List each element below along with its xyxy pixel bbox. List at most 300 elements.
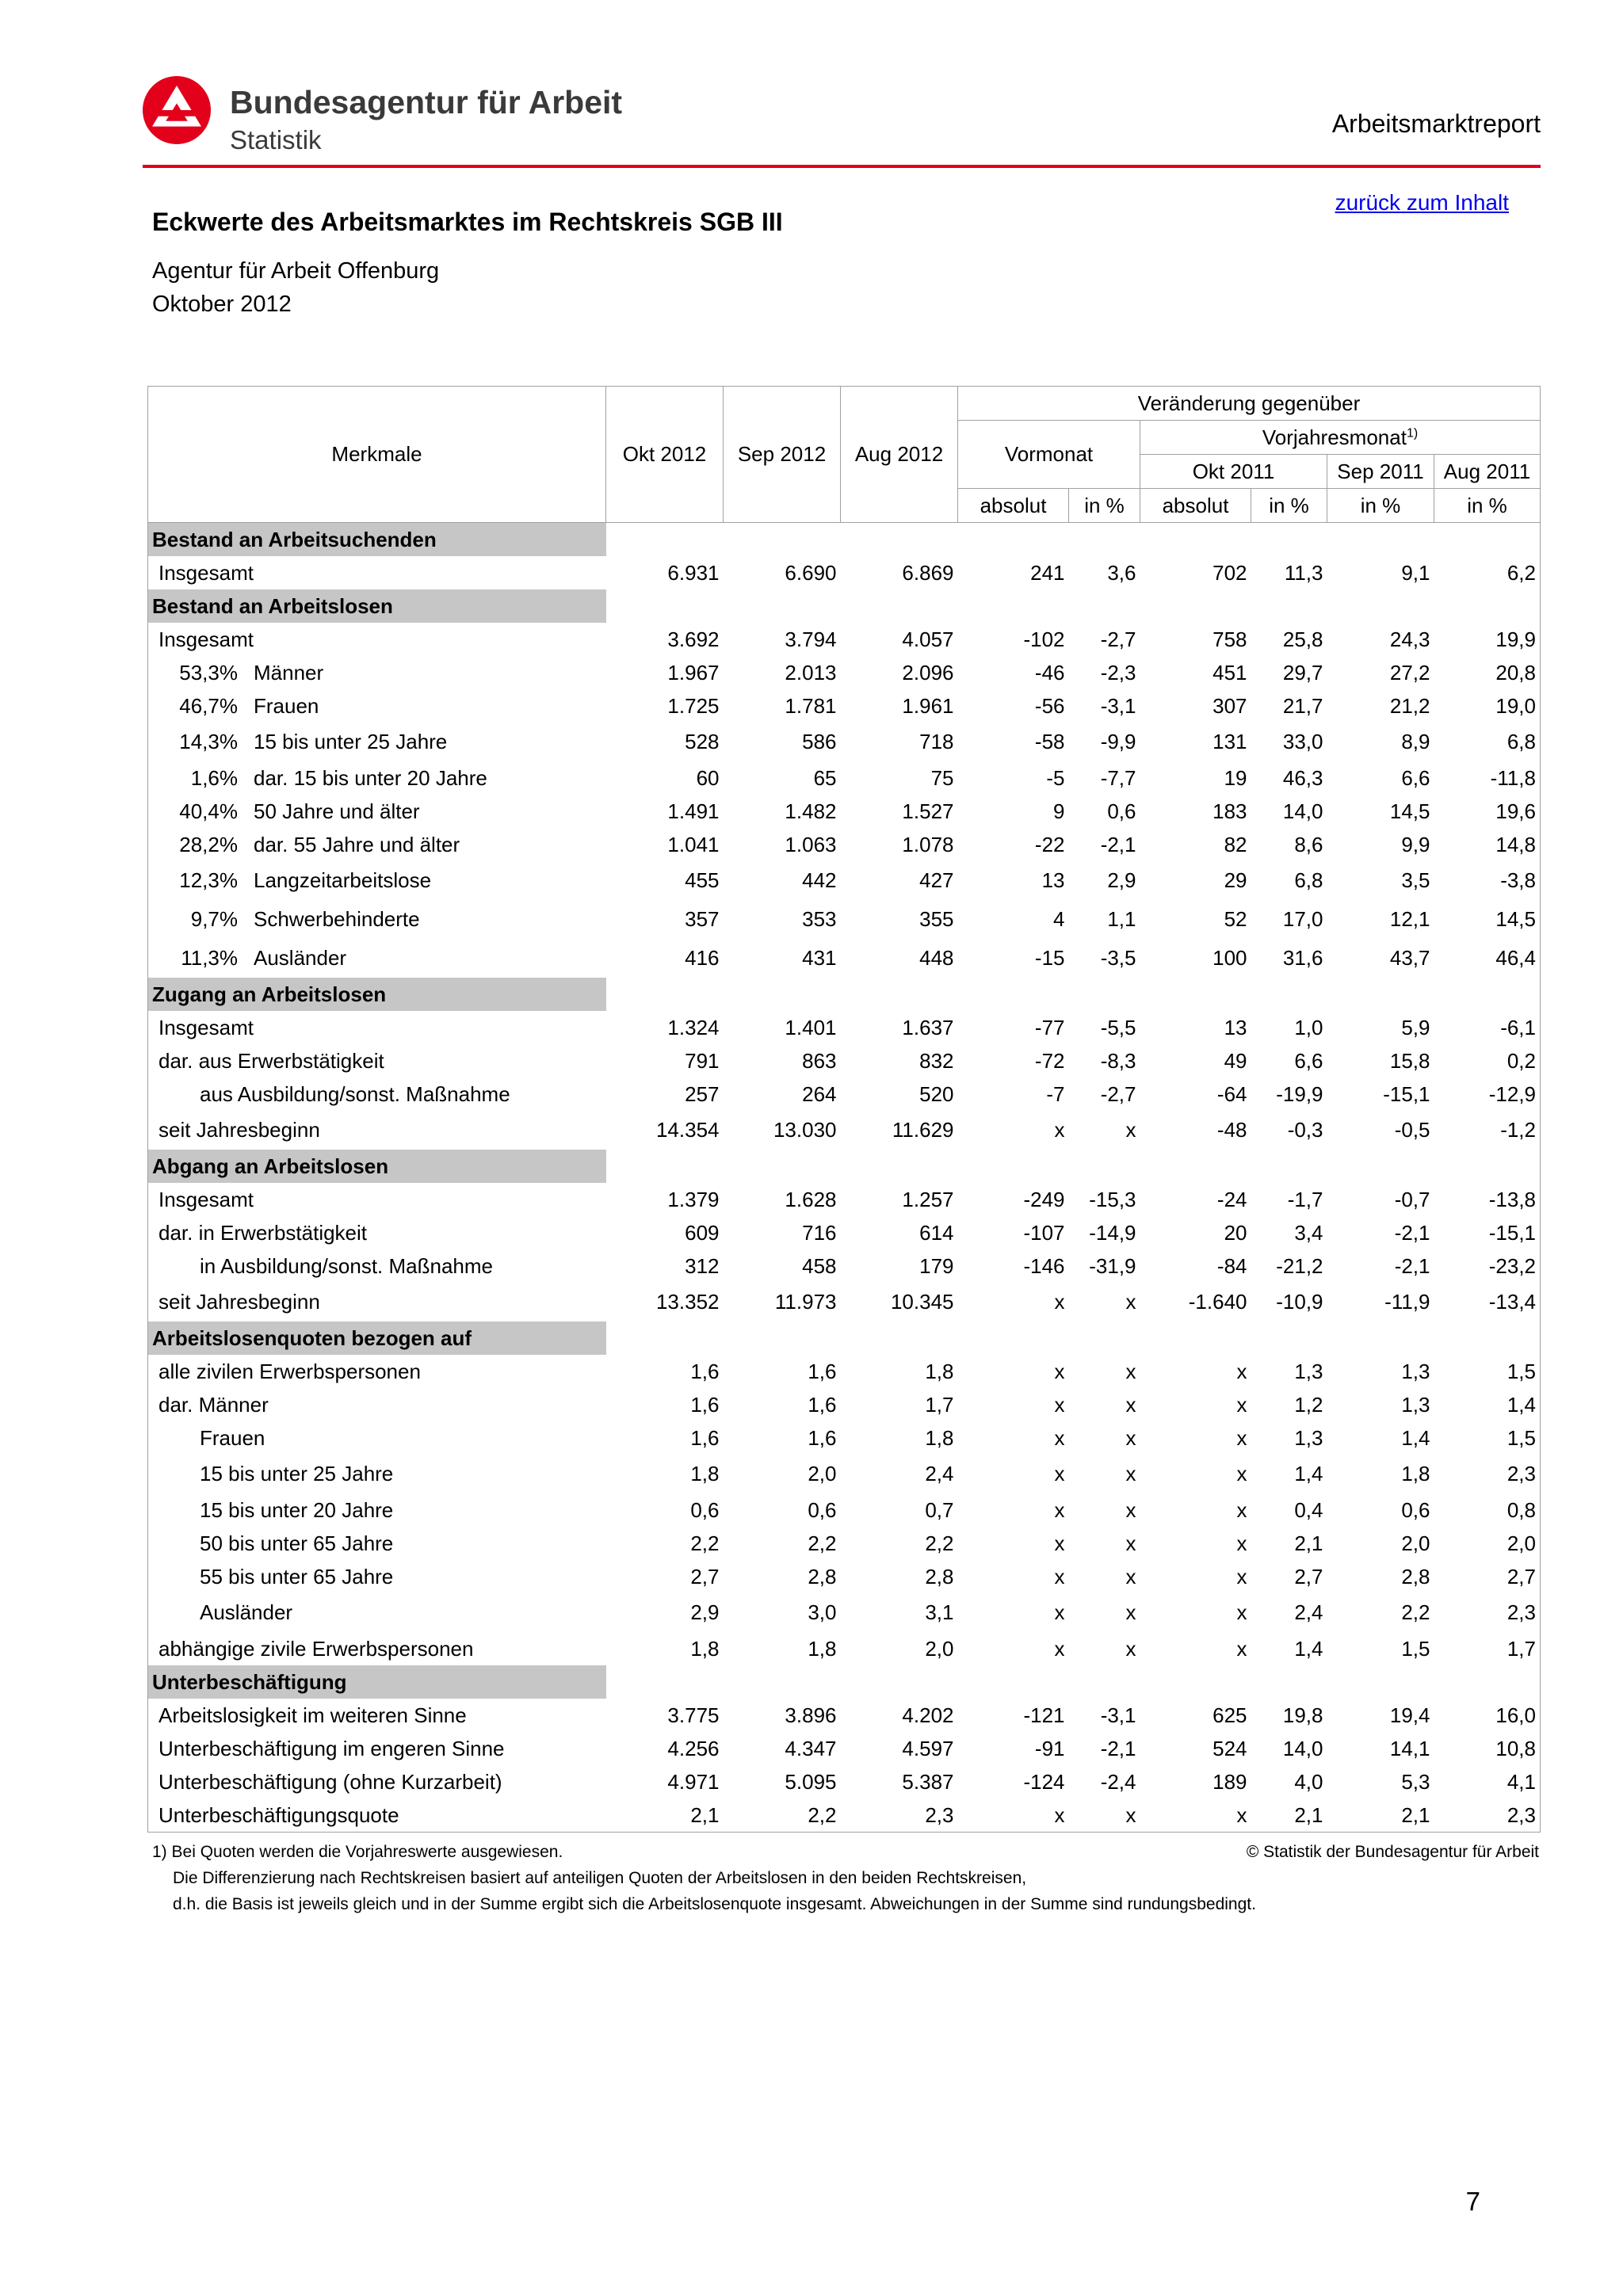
row-value: x: [1125, 1497, 1136, 1522]
row-value: 15,8: [1389, 1048, 1430, 1073]
row-label-text: Frauen: [200, 1425, 265, 1450]
header-okt2011-pct: in %: [1251, 489, 1327, 523]
row-value: x: [1236, 1359, 1247, 1383]
table-row: [148, 1283, 1541, 1322]
row-value: 1.491: [667, 799, 720, 823]
row-value: 1,3: [1294, 1425, 1323, 1450]
table-row: [148, 723, 1541, 761]
row-value: 1,3: [1401, 1392, 1430, 1417]
row-value: 6.690: [785, 560, 837, 585]
row-value: x: [1125, 1462, 1136, 1486]
row-value: 355: [919, 907, 954, 931]
section-fill: [606, 1322, 1541, 1355]
table-row: [148, 1732, 1541, 1765]
row-label: [148, 556, 606, 589]
row-value: 8,6: [1294, 832, 1323, 856]
row-value: 353: [802, 907, 837, 931]
row-label-text: 15 bis unter 25 Jahre: [200, 1462, 394, 1486]
row-value: 2,4: [1294, 1600, 1323, 1624]
row-value: -9,9: [1100, 730, 1136, 753]
row-value: 307: [1212, 693, 1247, 718]
row-value: 2,4: [925, 1462, 954, 1486]
row-label-text: Langzeitarbeitslose: [254, 868, 432, 892]
table-row: [148, 861, 1541, 900]
row-value: 14,8: [1434, 828, 1541, 861]
row-label-text: Insgesamt: [158, 560, 254, 585]
row-value: 6.931: [667, 560, 720, 585]
row-value: 5,3: [1401, 1769, 1430, 1794]
row-value: 14,0: [1282, 799, 1323, 823]
section-title: Bestand an Arbeitslosen: [148, 589, 606, 623]
row-value: 0,6: [690, 1497, 720, 1522]
row-value: 416: [685, 946, 720, 970]
row-value: -15: [1034, 946, 1065, 970]
section-row: [148, 1665, 1541, 1699]
table-row: [148, 1632, 1541, 1665]
row-value: 431: [802, 946, 837, 970]
row-value: 6,6: [1401, 765, 1430, 790]
row-value: x: [1236, 1600, 1247, 1624]
table-row: [148, 900, 1541, 939]
row-value: 4.256: [667, 1736, 720, 1760]
row-value: 1,1: [1107, 907, 1136, 931]
row-value: -48: [1216, 1118, 1247, 1142]
row-label-text: in Ausbildung/sonst. Maßnahme: [200, 1253, 493, 1278]
table-row: [148, 795, 1541, 828]
row-label-text: seit Jahresbeginn: [158, 1118, 320, 1142]
row-value: 2,3: [1434, 1593, 1541, 1632]
table-row: [148, 1421, 1541, 1455]
row-value: x: [1054, 1531, 1065, 1555]
row-label-text: abhängige zivile Erwerbspersonen: [158, 1636, 474, 1661]
row-value: -24: [1216, 1187, 1247, 1211]
row-value: 5.387: [902, 1769, 954, 1794]
row-value: -6,1: [1434, 1011, 1541, 1044]
row-value: 13.030: [773, 1118, 837, 1142]
row-value: 10,8: [1434, 1732, 1541, 1765]
row-value: 1.379: [667, 1187, 720, 1211]
row-value: -7: [1046, 1081, 1065, 1106]
row-value: 1.967: [667, 660, 720, 685]
row-value: 1.324: [667, 1015, 720, 1039]
row-value: 2.096: [902, 660, 954, 685]
header-vormonat: Vormonat: [958, 421, 1140, 489]
row-value: 82: [1224, 832, 1247, 856]
row-value: 1.725: [667, 693, 720, 718]
section-row: [148, 1322, 1541, 1355]
row-value: 13.352: [655, 1290, 720, 1314]
row-value: 19,6: [1434, 795, 1541, 828]
row-value: 1,4: [1401, 1425, 1430, 1450]
row-value: 586: [802, 730, 837, 753]
row-value: 1,6: [808, 1425, 837, 1450]
row-value: -46: [1034, 660, 1065, 685]
row-value: x: [1054, 1497, 1065, 1522]
row-value: 19,4: [1389, 1703, 1430, 1727]
row-value: x: [1125, 1600, 1136, 1624]
row-value: x: [1054, 1392, 1065, 1417]
table-row: [148, 1455, 1541, 1493]
row-value: -8,3: [1100, 1048, 1136, 1073]
row-label: [148, 1355, 606, 1388]
row-label-text: 50 Jahre und älter: [254, 799, 420, 823]
row-value: 14.354: [655, 1118, 720, 1142]
row-label-text: aus Ausbildung/sonst. Maßnahme: [200, 1081, 510, 1106]
row-value: 21,7: [1282, 693, 1323, 718]
row-value: 2,2: [808, 1531, 837, 1555]
row-value: x: [1054, 1290, 1065, 1314]
ba-logo-icon: [143, 76, 211, 144]
header-aug-2012: Aug 2012: [841, 387, 958, 523]
row-value: -3,1: [1100, 693, 1136, 718]
row-value: 19,9: [1434, 623, 1541, 656]
row-value: x: [1140, 1798, 1251, 1833]
header-sep2011-pct: in %: [1327, 489, 1434, 523]
row-value: 9: [1053, 799, 1065, 823]
row-label: [148, 1765, 606, 1798]
row-value: 1,6: [808, 1392, 837, 1417]
section-fill: [606, 523, 1541, 557]
row-value: -0,3: [1287, 1118, 1323, 1142]
row-value: 9,9: [1401, 832, 1430, 856]
row-label: [148, 795, 606, 828]
row-value: 1,2: [1294, 1392, 1323, 1417]
table-row: [148, 1765, 1541, 1798]
row-value: 3,6: [1107, 560, 1136, 585]
section-title: Bestand an Arbeitsuchenden: [148, 523, 606, 557]
row-value: -31,9: [1089, 1253, 1136, 1278]
row-share: 1,6%: [190, 765, 238, 790]
row-value: 20: [1224, 1220, 1247, 1245]
row-value: 1,7: [925, 1392, 954, 1417]
row-value: -1,7: [1287, 1187, 1323, 1211]
row-value: 1.628: [785, 1187, 837, 1211]
row-value: 2,2: [724, 1798, 841, 1833]
row-label-text: dar. in Erwerbstätigkeit: [158, 1220, 368, 1245]
row-value: 458: [802, 1253, 837, 1278]
row-value: 6,8: [1294, 868, 1323, 892]
row-label-text: 15 bis unter 20 Jahre: [200, 1497, 394, 1522]
header-okt2011-absolut: absolut: [1140, 489, 1251, 523]
row-value: 2,8: [925, 1564, 954, 1589]
row-value: 0,6: [808, 1497, 837, 1522]
row-value: 1.257: [902, 1187, 954, 1211]
row-value: 12,1: [1389, 907, 1430, 931]
section-row: [148, 523, 1541, 557]
row-value: 0,6: [1401, 1497, 1430, 1522]
row-value: 2,3: [1434, 1455, 1541, 1493]
row-value: 2,2: [925, 1531, 954, 1555]
row-value: 29,7: [1282, 660, 1323, 685]
row-value: 1,4: [1434, 1388, 1541, 1421]
row-label-text: Ausländer: [200, 1600, 293, 1624]
table-row: [148, 1560, 1541, 1593]
row-value: x: [1054, 1462, 1065, 1486]
row-label: [148, 761, 606, 795]
row-value: -102: [1023, 627, 1065, 651]
row-value: 1.781: [785, 693, 837, 718]
row-value: 1,8: [1401, 1462, 1430, 1486]
row-value: 1,3: [1401, 1359, 1430, 1383]
row-value: 257: [685, 1081, 720, 1106]
row-share: 11,3%: [181, 946, 238, 970]
row-label: [148, 1044, 606, 1077]
row-label-text: Frauen: [254, 693, 319, 718]
row-value: 1.401: [785, 1015, 837, 1039]
row-value: 13: [1224, 1015, 1247, 1039]
section-fill: [606, 1665, 1541, 1699]
header-okt-2012: Okt 2012: [606, 387, 724, 523]
row-value: 1,6: [690, 1392, 720, 1417]
row-value: 520: [919, 1081, 954, 1106]
row-value: -10,9: [1276, 1290, 1323, 1314]
row-value: -2,3: [1100, 660, 1136, 685]
back-to-contents-link[interactable]: zurück zum Inhalt: [1335, 190, 1509, 215]
row-value: 2,1: [1327, 1798, 1434, 1833]
row-value: 179: [919, 1253, 954, 1278]
row-value: 1,5: [1401, 1636, 1430, 1661]
row-value: 19,8: [1282, 1703, 1323, 1727]
row-value: -15,3: [1089, 1187, 1136, 1211]
row-value: x: [1054, 1118, 1065, 1142]
row-value: 702: [1212, 560, 1247, 585]
table-row: [148, 828, 1541, 861]
row-value: 11.629: [892, 1118, 954, 1142]
row-value: 2,1: [1294, 1531, 1323, 1555]
row-value: 3.692: [667, 627, 720, 651]
row-value: 13: [1041, 868, 1065, 892]
header-vorjahresmonat: [1140, 421, 1541, 455]
row-value: 1,6: [690, 1359, 720, 1383]
row-value: 75: [930, 765, 954, 790]
row-value: 1,6: [808, 1359, 837, 1383]
row-value: -13,8: [1434, 1183, 1541, 1216]
row-value: -23,2: [1434, 1249, 1541, 1283]
row-value: 6.869: [902, 560, 954, 585]
row-value: 2,1: [606, 1798, 724, 1833]
row-value: x: [1069, 1798, 1140, 1833]
row-value: 189: [1212, 1769, 1247, 1794]
row-value: x: [1125, 1636, 1136, 1661]
row-value: 1,8: [690, 1636, 720, 1661]
row-value: -2,4: [1100, 1769, 1136, 1794]
row-value: 2,0: [925, 1636, 954, 1661]
row-label: [148, 1593, 606, 1632]
row-value: -121: [1023, 1703, 1065, 1727]
row-value: 758: [1212, 627, 1247, 651]
footnote-mark: 1): [1406, 425, 1419, 440]
row-label: [148, 1493, 606, 1527]
row-label-text: 15 bis unter 25 Jahre: [254, 730, 448, 753]
row-label-text: Insgesamt: [158, 1187, 254, 1211]
row-value: 5,9: [1401, 1015, 1430, 1039]
row-label-text: Insgesamt: [158, 627, 254, 651]
row-value: 1,8: [808, 1636, 837, 1661]
row-label-text: Unterbeschäftigungsquote: [158, 1802, 399, 1827]
row-label: [148, 1388, 606, 1421]
section-row: [148, 589, 1541, 623]
section-row: [148, 978, 1541, 1011]
row-value: 0,4: [1294, 1497, 1323, 1522]
row-value: 183: [1212, 799, 1247, 823]
row-value: -5: [1046, 765, 1065, 790]
row-label: [148, 689, 606, 723]
row-label: [148, 939, 606, 978]
row-value: -124: [1023, 1769, 1065, 1794]
row-label-text: dar. Männer: [158, 1392, 269, 1417]
row-value: -2,1: [1100, 832, 1136, 856]
row-label-text: Schwerbehinderte: [254, 907, 420, 931]
row-value: 614: [919, 1220, 954, 1245]
row-value: 8,9: [1401, 730, 1430, 753]
row-value: -2,1: [1100, 1736, 1136, 1760]
row-value: 2,3: [1434, 1798, 1541, 1833]
row-value: 3,4: [1294, 1220, 1323, 1245]
table-row: [148, 556, 1541, 589]
row-value: -58: [1034, 730, 1065, 753]
row-value: -14,9: [1089, 1220, 1136, 1245]
row-value: 46,4: [1434, 939, 1541, 978]
row-value: 4,1: [1434, 1765, 1541, 1798]
row-value: x: [1125, 1531, 1136, 1555]
row-value: 2,8: [1401, 1564, 1430, 1589]
row-value: -12,9: [1434, 1077, 1541, 1111]
section-title: Arbeitslosenquoten bezogen auf: [148, 1322, 606, 1355]
row-value: 0,7: [925, 1497, 954, 1522]
table-row: [148, 1493, 1541, 1527]
row-value: 2,2: [690, 1531, 720, 1555]
row-label: [148, 1077, 606, 1111]
row-label: [148, 1560, 606, 1593]
row-value: 1,5: [1434, 1355, 1541, 1388]
row-value: 451: [1212, 660, 1247, 685]
row-value: 1.482: [785, 799, 837, 823]
row-value: -107: [1023, 1220, 1065, 1245]
row-value: -15,1: [1434, 1216, 1541, 1249]
org-subtitle: Statistik: [230, 125, 322, 154]
row-label-text: Insgesamt: [158, 1015, 254, 1039]
table-row: [148, 1699, 1541, 1732]
row-value: 1,7: [1434, 1632, 1541, 1665]
row-value: 1.961: [902, 693, 954, 718]
table-row: [148, 761, 1541, 795]
agency-name: Agentur für Arbeit Offenburg: [152, 258, 440, 284]
row-value: 4.597: [902, 1736, 954, 1760]
row-share: 40,4%: [179, 799, 238, 823]
row-value: 4.202: [902, 1703, 954, 1727]
row-label-text: seit Jahresbeginn: [158, 1290, 320, 1314]
row-value: 0,2: [1434, 1044, 1541, 1077]
row-value: x: [1125, 1392, 1136, 1417]
row-value: 14,5: [1389, 799, 1430, 823]
table-row: [148, 1798, 1541, 1833]
row-value: 1,8: [925, 1359, 954, 1383]
row-value: -11,9: [1384, 1290, 1430, 1314]
row-value: 524: [1212, 1736, 1247, 1760]
row-label: [148, 1249, 606, 1283]
report-month: Oktober 2012: [152, 292, 292, 317]
header-merkmale: Merkmale: [148, 387, 606, 523]
row-value: -5,5: [1100, 1015, 1136, 1039]
row-value: 1.527: [902, 799, 954, 823]
row-value: 4.971: [667, 1769, 720, 1794]
row-value: 609: [685, 1220, 720, 1245]
row-value: -15,1: [1383, 1081, 1430, 1106]
row-value: 455: [685, 868, 720, 892]
row-value: 448: [919, 946, 954, 970]
table-row: [148, 1249, 1541, 1283]
row-value: -21,2: [1276, 1253, 1323, 1278]
row-value: 3,5: [1401, 868, 1430, 892]
row-value: 29: [1224, 868, 1247, 892]
row-value: -1.640: [1188, 1290, 1247, 1314]
row-value: 1.637: [902, 1015, 954, 1039]
row-value: 49: [1224, 1048, 1247, 1073]
row-value: 6,2: [1434, 556, 1541, 589]
section-row: [148, 1150, 1541, 1183]
row-value: 2,7: [690, 1564, 720, 1589]
row-value: -3,5: [1100, 946, 1136, 970]
table-row: [148, 689, 1541, 723]
row-value: 6,6: [1294, 1048, 1323, 1073]
row-value: 1.078: [902, 832, 954, 856]
row-value: 0,6: [1107, 799, 1136, 823]
row-value: 4: [1053, 907, 1065, 931]
header-vormonat-absolut: absolut: [958, 489, 1069, 523]
row-value: -2,7: [1100, 627, 1136, 651]
row-value: 17,0: [1282, 907, 1323, 931]
row-value: -7,7: [1100, 765, 1136, 790]
row-label: [148, 1455, 606, 1493]
row-value: x: [1236, 1392, 1247, 1417]
row-value: -19,9: [1276, 1081, 1323, 1106]
row-value: -2,7: [1100, 1081, 1136, 1106]
row-value: 1,4: [1294, 1636, 1323, 1661]
row-value: 100: [1212, 946, 1247, 970]
row-label: [148, 656, 606, 689]
row-value: 46,3: [1282, 765, 1323, 790]
row-value: x: [1125, 1290, 1136, 1314]
row-value: 427: [919, 868, 954, 892]
row-value: 1,0: [1294, 1015, 1323, 1039]
row-value: -0,5: [1394, 1118, 1430, 1142]
report-title: Arbeitsmarktreport: [1331, 109, 1541, 138]
row-value: 20,8: [1434, 656, 1541, 689]
row-value: 3,1: [925, 1600, 954, 1624]
header-sep-2012: Sep 2012: [724, 387, 841, 523]
section-fill: [606, 978, 1541, 1011]
row-value: 3.794: [785, 627, 837, 651]
row-value: 2,0: [1434, 1527, 1541, 1560]
row-value: 2,9: [1107, 868, 1136, 892]
row-value: -72: [1034, 1048, 1065, 1073]
row-label-text: dar. 55 Jahre und älter: [254, 832, 460, 856]
row-value: -64: [1216, 1081, 1247, 1106]
row-label: [148, 1216, 606, 1249]
row-value: x: [1125, 1118, 1136, 1142]
row-label-text: Ausländer: [254, 946, 347, 970]
row-value: 718: [919, 730, 954, 753]
row-value: 2.013: [785, 660, 837, 685]
table-row: [148, 939, 1541, 978]
row-value: x: [1125, 1359, 1136, 1383]
row-value: 3,0: [808, 1600, 837, 1624]
row-value: -56: [1034, 693, 1065, 718]
row-value: x: [1236, 1564, 1247, 1589]
row-value: -3,1: [1100, 1703, 1136, 1727]
row-share: 14,3%: [179, 730, 238, 753]
row-value: x: [1054, 1600, 1065, 1624]
